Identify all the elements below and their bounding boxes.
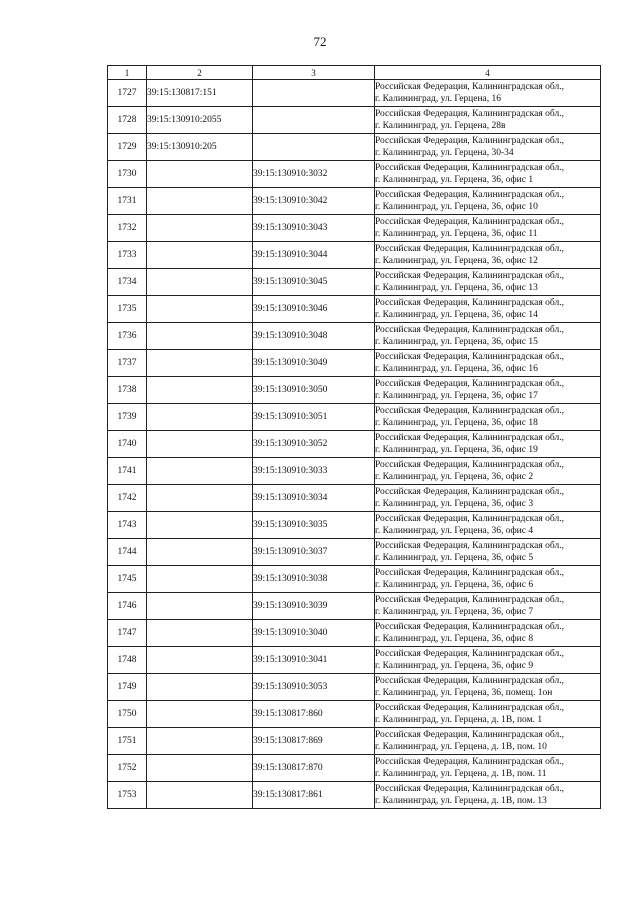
address-line-2: г. Калининград, ул. Герцена, 36, офис 5 xyxy=(375,553,534,563)
address-line-2: г. Калининград, ул. Герцена, 36, офис 11 xyxy=(375,229,538,239)
address-cell xyxy=(375,674,601,701)
table-row xyxy=(108,674,601,701)
address-line-2: г. Калининград, ул. Герцена, 36, офис 10 xyxy=(375,202,538,212)
address-line-2: г. Калининград, ул. Герцена, 36, офис 16 xyxy=(375,364,538,374)
row-number: 1735 xyxy=(108,296,147,323)
cadastral-number-land xyxy=(147,701,253,728)
row-number: 1752 xyxy=(108,755,147,782)
address-line-1: Российская Федерация, Калининградская обл., xyxy=(375,82,564,92)
cadastral-number-premises: 39:15:130910:3033 xyxy=(253,458,375,485)
table-row xyxy=(108,215,601,242)
row-number: 1732 xyxy=(108,215,147,242)
table-row xyxy=(108,431,601,458)
address-line-2: г. Калининград, ул. Герцена, 36, офис 3 xyxy=(375,499,534,509)
table-row xyxy=(108,593,601,620)
cadastral-number-premises: 39:15:130910:3037 xyxy=(253,539,375,566)
address-line-2: г. Калининград, ул. Герцена, 36, офис 1 xyxy=(375,175,534,185)
cadastral-number-land xyxy=(147,593,253,620)
address-line-1: Российская Федерация, Калининградская обл., xyxy=(375,379,564,389)
address-line-2: г. Калининград, ул. Герцена, 36, офис 4 xyxy=(375,526,534,536)
cadastral-number-premises: 39:15:130910:3046 xyxy=(253,296,375,323)
address-line-1: Российская Федерация, Калининградская обл., xyxy=(375,703,564,713)
cadastral-number-land xyxy=(147,161,253,188)
cadastral-number-land xyxy=(147,620,253,647)
cadastral-number-land xyxy=(147,242,253,269)
cadastral-number-premises: 39:15:130910:3052 xyxy=(253,431,375,458)
address-line-1: Российская Федерация, Калининградская обл., xyxy=(375,730,564,740)
table-row xyxy=(108,566,601,593)
cadastral-number-land: 39:15:130910:2055 xyxy=(147,107,253,134)
cadastral-number-land xyxy=(147,404,253,431)
address-line-2: г. Калининград, ул. Герцена, 36, офис 2 xyxy=(375,472,534,482)
table-row xyxy=(108,404,601,431)
cadastral-number-premises: 39:15:130910:3045 xyxy=(253,269,375,296)
cadastral-number-premises: 39:15:130910:3040 xyxy=(253,620,375,647)
page-number: 72 xyxy=(313,34,327,49)
address-line-1: Российская Федерация, Калининградская обл., xyxy=(375,298,564,308)
row-number: 1734 xyxy=(108,269,147,296)
address-line-2: г. Калининград, ул. Герцена, 28в xyxy=(375,121,506,131)
cadastral-number-land: 39:15:130817:151 xyxy=(147,80,253,107)
cadastral-number-land xyxy=(147,755,253,782)
address-line-2: г. Калининград, ул. Герцена, 16 xyxy=(375,94,502,104)
cadastral-number-land xyxy=(147,296,253,323)
row-number: 1745 xyxy=(108,566,147,593)
address-line-2: г. Калининград, ул. Герцена, д. 1В, пом. 1 xyxy=(375,715,543,725)
cadastral-number-premises xyxy=(253,80,375,107)
address-line-2: г. Калининград, ул. Герцена, 36, офис 13 xyxy=(375,283,538,293)
address-cell xyxy=(375,323,601,350)
cadastral-number-premises: 39:15:130910:3051 xyxy=(253,404,375,431)
address-cell xyxy=(375,512,601,539)
address-cell xyxy=(375,377,601,404)
cadastral-number-premises: 39:15:130817:869 xyxy=(253,728,375,755)
address-cell xyxy=(375,539,601,566)
cadastral-number-land xyxy=(147,566,253,593)
address-line-1: Российская Федерация, Калининградская обл., xyxy=(375,541,564,551)
address-cell xyxy=(375,107,601,134)
address-line-1: Российская Федерация, Калининградская обл., xyxy=(375,487,564,497)
row-number: 1740 xyxy=(108,431,147,458)
address-cell xyxy=(375,701,601,728)
cadastral-number-land xyxy=(147,377,253,404)
address-line-2: г. Калининград, ул. Герцена, д. 1В, пом. 13 xyxy=(375,796,547,806)
address-cell xyxy=(375,215,601,242)
address-line-1: Российская Федерация, Калининградская обл., xyxy=(375,784,564,794)
column-header: 1 xyxy=(108,66,147,80)
address-cell xyxy=(375,755,601,782)
address-line-1: Российская Федерация, Калининградская обл., xyxy=(375,109,564,119)
table-row xyxy=(108,188,601,215)
address-line-1: Российская Федерация, Калининградская обл., xyxy=(375,190,564,200)
address-line-1: Российская Федерация, Калининградская обл., xyxy=(375,136,564,146)
cadastral-number-land xyxy=(147,323,253,350)
row-number: 1728 xyxy=(108,107,147,134)
table-row xyxy=(108,539,601,566)
cadastral-number-land xyxy=(147,458,253,485)
cadastral-number-land xyxy=(147,269,253,296)
address-line-1: Российская Федерация, Калининградская обл., xyxy=(375,244,564,254)
column-header: 3 xyxy=(253,66,375,80)
address-line-1: Российская Федерация, Калининградская обл., xyxy=(375,460,564,470)
address-line-2: г. Калининград, ул. Герцена, 36, офис 15 xyxy=(375,337,538,347)
table-row xyxy=(108,134,601,161)
column-header: 4 xyxy=(375,66,601,80)
row-number: 1730 xyxy=(108,161,147,188)
address-line-2: г. Калининград, ул. Герцена, 36, офис 7 xyxy=(375,607,534,617)
table-row xyxy=(108,80,601,107)
address-cell xyxy=(375,269,601,296)
cadastral-number-land xyxy=(147,485,253,512)
address-line-1: Российская Федерация, Калининградская обл., xyxy=(375,352,564,362)
table-row xyxy=(108,755,601,782)
row-number: 1738 xyxy=(108,377,147,404)
row-number: 1729 xyxy=(108,134,147,161)
row-number: 1743 xyxy=(108,512,147,539)
row-number: 1753 xyxy=(108,782,147,809)
cadastral-number-land xyxy=(147,512,253,539)
cadastral-number-premises: 39:15:130817:861 xyxy=(253,782,375,809)
row-number: 1748 xyxy=(108,647,147,674)
table-row xyxy=(108,485,601,512)
address-line-2: г. Калининград, ул. Герцена, 36, офис 12 xyxy=(375,256,538,266)
table-row xyxy=(108,782,601,809)
row-number: 1742 xyxy=(108,485,147,512)
address-cell xyxy=(375,647,601,674)
address-line-2: г. Калининград, ул. Герцена, 36, помещ. 1он xyxy=(375,688,553,698)
address-line-1: Российская Федерация, Калининградская обл., xyxy=(375,622,564,632)
address-line-1: Российская Федерация, Калининградская обл., xyxy=(375,271,564,281)
cadastral-number-premises: 39:15:130910:3053 xyxy=(253,674,375,701)
address-cell xyxy=(375,485,601,512)
address-cell xyxy=(375,350,601,377)
table-row xyxy=(108,701,601,728)
table-row xyxy=(108,377,601,404)
row-number: 1749 xyxy=(108,674,147,701)
cadastral-number-premises: 39:15:130910:3038 xyxy=(253,566,375,593)
header-row xyxy=(108,66,601,80)
address-line-1: Российская Федерация, Калининградская обл., xyxy=(375,595,564,605)
address-cell xyxy=(375,566,601,593)
address-line-2: г. Калининград, ул. Герцена, 36, офис 14 xyxy=(375,310,538,320)
table-row xyxy=(108,296,601,323)
address-line-2: г. Калининград, ул. Герцена, 36, офис 6 xyxy=(375,580,534,590)
address-cell xyxy=(375,404,601,431)
address-line-1: Российская Федерация, Калининградская обл., xyxy=(375,433,564,443)
address-cell xyxy=(375,431,601,458)
row-number: 1737 xyxy=(108,350,147,377)
address-line-2: г. Калининград, ул. Герцена, 36, офис 17 xyxy=(375,391,538,401)
table-row xyxy=(108,350,601,377)
cadastral-number-land xyxy=(147,188,253,215)
table-row xyxy=(108,269,601,296)
cadastral-number-land xyxy=(147,431,253,458)
row-number: 1744 xyxy=(108,539,147,566)
row-number: 1736 xyxy=(108,323,147,350)
row-number: 1739 xyxy=(108,404,147,431)
address-cell xyxy=(375,296,601,323)
cadastral-number-premises: 39:15:130910:3039 xyxy=(253,593,375,620)
address-cell xyxy=(375,242,601,269)
table-row xyxy=(108,458,601,485)
cadastral-number-land xyxy=(147,647,253,674)
address-cell xyxy=(375,458,601,485)
row-number: 1747 xyxy=(108,620,147,647)
address-line-1: Российская Федерация, Калининградская обл., xyxy=(375,217,564,227)
address-line-2: г. Калининград, ул. Герцена, 36, офис 19 xyxy=(375,445,538,455)
cadastral-number-premises: 39:15:130910:3050 xyxy=(253,377,375,404)
table-row xyxy=(108,512,601,539)
cadastral-number-land xyxy=(147,674,253,701)
address-cell xyxy=(375,620,601,647)
cadastral-number-land xyxy=(147,539,253,566)
address-line-2: г. Калининград, ул. Герцена, 30-34 xyxy=(375,148,514,158)
address-cell xyxy=(375,134,601,161)
address-line-1: Российская Федерация, Калининградская обл., xyxy=(375,649,564,659)
cadastral-number-premises xyxy=(253,107,375,134)
address-line-2: г. Калининград, ул. Герцена, 36, офис 8 xyxy=(375,634,534,644)
address-cell xyxy=(375,80,601,107)
cadastral-number-premises: 39:15:130817:860 xyxy=(253,701,375,728)
row-number: 1746 xyxy=(108,593,147,620)
cadastral-number-premises: 39:15:130910:3044 xyxy=(253,242,375,269)
cadastral-number-land xyxy=(147,782,253,809)
address-cell xyxy=(375,188,601,215)
cadastral-number-premises: 39:15:130910:3042 xyxy=(253,188,375,215)
address-cell xyxy=(375,782,601,809)
column-header: 2 xyxy=(147,66,253,80)
address-line-1: Российская Федерация, Калининградская обл., xyxy=(375,163,564,173)
table-row xyxy=(108,647,601,674)
address-line-1: Российская Федерация, Калининградская обл., xyxy=(375,757,564,767)
cadastral-number-land xyxy=(147,728,253,755)
address-line-2: г. Калининград, ул. Герцена, 36, офис 9 xyxy=(375,661,534,671)
cadastral-number-premises: 39:15:130910:3048 xyxy=(253,323,375,350)
cadastral-number-premises: 39:15:130910:3043 xyxy=(253,215,375,242)
cadastral-number-premises: 39:15:130910:3049 xyxy=(253,350,375,377)
cadastral-number-land xyxy=(147,215,253,242)
address-line-2: г. Калининград, ул. Герцена, д. 1В, пом. 11 xyxy=(375,769,547,779)
address-line-1: Российская Федерация, Калининградская обл., xyxy=(375,406,564,416)
address-cell xyxy=(375,593,601,620)
row-number: 1741 xyxy=(108,458,147,485)
table-row xyxy=(108,107,601,134)
address-cell xyxy=(375,161,601,188)
cadastral-number-premises: 39:15:130817:870 xyxy=(253,755,375,782)
row-number: 1750 xyxy=(108,701,147,728)
registry-table xyxy=(107,65,601,809)
cadastral-number-premises: 39:15:130910:3041 xyxy=(253,647,375,674)
cadastral-number-land: 39:15:130910:205 xyxy=(147,134,253,161)
address-line-1: Российская Федерация, Калининградская обл., xyxy=(375,325,564,335)
cadastral-number-premises: 39:15:130910:3034 xyxy=(253,485,375,512)
address-cell xyxy=(375,728,601,755)
address-line-2: г. Калининград, ул. Герцена, 36, офис 18 xyxy=(375,418,538,428)
address-line-2: г. Калининград, ул. Герцена, д. 1В, пом. 10 xyxy=(375,742,547,752)
row-number: 1751 xyxy=(108,728,147,755)
table-row xyxy=(108,620,601,647)
row-number: 1731 xyxy=(108,188,147,215)
row-number: 1727 xyxy=(108,80,147,107)
address-line-1: Российская Федерация, Калининградская обл., xyxy=(375,514,564,524)
address-line-1: Российская Федерация, Калининградская обл., xyxy=(375,676,564,686)
table-row xyxy=(108,728,601,755)
cadastral-number-premises xyxy=(253,134,375,161)
table-row xyxy=(108,323,601,350)
row-number: 1733 xyxy=(108,242,147,269)
cadastral-number-premises: 39:15:130910:3035 xyxy=(253,512,375,539)
table-row xyxy=(108,161,601,188)
address-line-1: Российская Федерация, Калининградская обл., xyxy=(375,568,564,578)
table-row xyxy=(108,242,601,269)
cadastral-number-land xyxy=(147,350,253,377)
cadastral-number-premises: 39:15:130910:3032 xyxy=(253,161,375,188)
